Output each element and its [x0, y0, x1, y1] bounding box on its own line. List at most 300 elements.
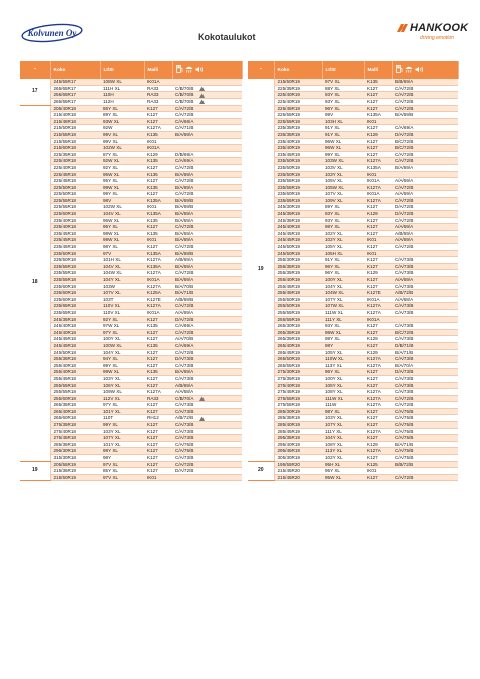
cell-pattern-text: K127 — [367, 92, 378, 98]
cell-size-text: 265/45R19 — [277, 349, 300, 355]
cell-pattern-text: IK01A — [147, 145, 160, 151]
cell-size — [50, 145, 100, 152]
cell-size-text: 255/50R19 — [277, 303, 300, 309]
table-row — [248, 303, 458, 310]
cell-pattern-text: K127 — [367, 85, 378, 91]
cell-label-text: B/A/69/B — [175, 250, 194, 256]
cell-pattern-text: K127 — [147, 428, 158, 434]
cell-pattern — [144, 217, 172, 224]
cell-label-text: A/A/68/A — [175, 389, 194, 395]
table-row — [248, 158, 458, 165]
cell-pattern — [364, 356, 392, 363]
cell-lisi-text: 110T — [103, 415, 114, 421]
cell-label — [172, 151, 242, 158]
table-row — [20, 323, 242, 330]
cell-size-text: 235/40R18 — [53, 224, 76, 230]
cell-pattern-text: K127 — [147, 356, 158, 362]
cell-label-text: C/A/75/B — [395, 422, 414, 428]
cell-pattern-text: K127 — [367, 474, 378, 480]
cell-size-text: 245/50R19 — [277, 244, 300, 250]
cell-label — [392, 164, 458, 171]
cell-lisi — [100, 230, 144, 237]
cell-pattern-text: K127A — [367, 158, 381, 164]
cell-lisi-text: 89Y XL — [103, 112, 118, 118]
column-header-label — [392, 61, 458, 79]
cell-pattern-text: K127 — [367, 204, 378, 210]
cell-label — [172, 118, 242, 125]
cell-pattern-text: K127A — [147, 125, 161, 131]
table-row — [248, 455, 458, 462]
cell-lisi — [100, 257, 144, 264]
cell-lisi-text: 96Y XL — [325, 263, 340, 269]
cell-pattern-text: K127A — [367, 303, 381, 309]
brand-name: HANKOOK — [410, 22, 469, 34]
cell-lisi-text: 107Y XL — [325, 422, 343, 428]
cell-size-text: 275/45R19 — [277, 389, 300, 395]
cell-size — [274, 217, 322, 224]
cell-lisi — [322, 158, 364, 165]
cell-pattern-text: K127 — [367, 375, 378, 381]
cell-lisi — [100, 448, 144, 455]
cell-size-text: 255/55R19 — [277, 316, 300, 322]
table-row — [20, 402, 242, 409]
cell-pattern-text: K127 — [367, 277, 378, 283]
cell-label — [172, 455, 242, 462]
cell-lisi — [100, 349, 144, 356]
cell-pattern — [144, 375, 172, 382]
column-header-label — [172, 61, 242, 79]
cell-lisi-text: 102W XL — [103, 145, 122, 151]
cell-label — [172, 395, 242, 402]
cell-lisi-text: 98W XL — [103, 237, 120, 243]
cell-pattern-text: K127 — [367, 329, 378, 335]
table-row — [248, 224, 458, 231]
cell-pattern-text: K127A — [367, 184, 381, 190]
cell-pattern — [364, 468, 392, 475]
table-row — [20, 468, 242, 475]
table-row — [20, 455, 242, 462]
brand-slogan: driving emotion — [420, 35, 454, 41]
table-row — [20, 382, 242, 389]
cell-lisi-text: 98Y XL — [325, 224, 340, 230]
table-row — [20, 316, 242, 323]
cell-label-text: C/A/73/B — [395, 283, 414, 289]
cell-lisi — [100, 468, 144, 475]
cell-lisi-text: 86Y XL — [103, 105, 118, 111]
cell-lisi-text: 110V XL — [103, 309, 121, 315]
cell-size-text: 235/35R19 — [277, 131, 300, 137]
cell-pattern-text: K127 — [367, 382, 378, 388]
cell-lisi — [322, 112, 364, 119]
cell-lisi — [100, 422, 144, 429]
cell-size — [274, 237, 322, 244]
cell-lisi-text: 99W XL — [103, 184, 120, 190]
cell-size-text: 195/55R20 — [277, 461, 300, 467]
cell-size-text: 275/30R19 — [277, 369, 300, 375]
page-title: Kokotaulukot — [198, 32, 256, 42]
table-row — [248, 435, 458, 442]
cell-lisi — [100, 237, 144, 244]
cell-pattern-text: K127 — [147, 455, 158, 461]
cell-size-text: 225/40R19 — [277, 98, 300, 104]
cell-pattern-text: K127 — [147, 112, 158, 118]
cell-label-text: C/A/73/B — [395, 323, 414, 329]
cell-pattern — [364, 257, 392, 264]
cell-size — [50, 244, 100, 251]
cell-pattern — [364, 270, 392, 277]
cell-size-text: 235/65R19 — [277, 197, 300, 203]
cell-label — [392, 448, 458, 455]
cell-lisi — [100, 217, 144, 224]
cell-size-text: 245/50R18 — [53, 349, 76, 355]
cell-lisi-text: 97Y XL — [103, 402, 118, 408]
cell-label — [392, 244, 458, 251]
cell-pattern — [144, 164, 172, 171]
cell-lisi-text: 97W XL — [103, 323, 120, 329]
cell-pattern-text: K127A — [147, 303, 161, 309]
cell-pattern-text: K125A — [147, 290, 161, 296]
table-row — [20, 138, 242, 145]
cell-size-text: 235/60R18 — [53, 283, 76, 289]
cell-lisi — [322, 428, 364, 435]
table-row — [248, 244, 458, 251]
cell-lisi — [100, 85, 144, 92]
cell-lisi-text: 98Y XL — [103, 244, 118, 250]
cell-size — [274, 362, 322, 369]
cell-pattern — [364, 382, 392, 389]
cell-size — [50, 92, 100, 99]
cell-pattern-text: K127 — [147, 336, 158, 342]
cell-pattern-text: K127E — [147, 296, 161, 302]
cell-lisi — [100, 112, 144, 119]
cell-lisi — [322, 164, 364, 171]
cell-label-text: C/A/75/B — [395, 415, 414, 421]
table-row — [20, 105, 242, 112]
cell-pattern — [144, 468, 172, 475]
cell-lisi-text: 100W XL — [103, 342, 122, 348]
cell-label-text: C/A/73/B — [175, 375, 194, 381]
table-row — [248, 309, 458, 316]
cell-pattern — [144, 224, 172, 231]
cell-lisi — [322, 395, 364, 402]
cell-lisi-text: 103Y XL — [103, 428, 121, 434]
cell-label-text: B/A/69/A — [395, 164, 414, 170]
cell-label-text: C/A/75/B — [395, 435, 414, 441]
cell-size — [274, 474, 322, 481]
cell-label — [172, 309, 242, 316]
cell-lisi — [100, 408, 144, 415]
table-header-row — [20, 61, 242, 79]
cell-size-text: 225/40R18 — [53, 164, 76, 170]
table-row — [248, 263, 458, 270]
cell-size — [50, 125, 100, 132]
cell-size — [50, 309, 100, 316]
cell-label — [172, 145, 242, 152]
cell-lisi — [322, 151, 364, 158]
cell-size — [50, 316, 100, 323]
cell-lisi — [322, 178, 364, 185]
cell-pattern-text: K127A — [367, 197, 381, 203]
cell-size-text: 225/35R18 — [53, 151, 76, 157]
cell-pattern — [144, 402, 172, 409]
cell-lisi — [100, 316, 144, 323]
table-row — [248, 296, 458, 303]
cell-pattern-text: K135 — [147, 369, 158, 375]
cell-pattern — [364, 395, 392, 402]
cell-lisi-text: 95Y XL — [103, 224, 118, 230]
cell-size-text: 275/35R18 — [53, 422, 76, 428]
cell-label-text: C/A/69/A — [395, 125, 414, 131]
noise-icon — [195, 66, 204, 73]
cell-size-text: 255/45R19 — [277, 283, 300, 289]
cell-size — [274, 323, 322, 330]
cell-lisi-text: 97V XL — [325, 79, 341, 85]
wet-grip-icon — [185, 65, 193, 73]
cell-lisi-text: 112H — [103, 98, 114, 104]
cell-lisi — [322, 98, 364, 105]
cell-label — [392, 474, 458, 481]
table-row — [248, 342, 458, 349]
cell-size-text: 235/55R18 — [53, 263, 76, 269]
cell-pattern-text: K127 — [367, 230, 378, 236]
cell-pattern-text: K127 — [367, 263, 378, 269]
cell-size — [274, 211, 322, 218]
cell-label — [172, 244, 242, 251]
snowflake-mountain-icon — [199, 396, 205, 401]
cell-label — [392, 270, 458, 277]
cell-label — [392, 151, 458, 158]
cell-lisi-text: 112V XL — [103, 395, 121, 401]
table-row — [20, 461, 242, 468]
cell-lisi-text: 104Y XL — [103, 349, 121, 355]
cell-label — [172, 92, 242, 99]
cell-label — [392, 369, 458, 376]
cell-label — [172, 375, 242, 382]
cell-size-text: 235/45R18 — [53, 244, 76, 250]
table-row — [248, 211, 458, 218]
cell-label-text: A/A/69/A — [395, 191, 414, 197]
table-row — [20, 329, 242, 336]
cell-pattern — [364, 151, 392, 158]
cell-pattern — [144, 408, 172, 415]
cell-size — [274, 85, 322, 92]
column-header-pattern: Malli — [364, 61, 392, 79]
cell-lisi-text: 93W XL — [103, 118, 120, 124]
cell-label — [392, 158, 458, 165]
table-row — [248, 408, 458, 415]
cell-label — [172, 125, 242, 132]
cell-size-text: 245/40R18 — [53, 323, 76, 329]
cell-lisi-text: 93Y XL — [325, 92, 340, 98]
cell-pattern-text: K127 — [147, 191, 158, 197]
cell-size-text: 235/50R19 — [277, 158, 300, 164]
cell-pattern — [364, 112, 392, 119]
cell-pattern — [364, 336, 392, 343]
cell-lisi — [100, 296, 144, 303]
table-row — [20, 270, 242, 277]
cell-size-text: 255/35R19 — [277, 263, 300, 269]
cell-label — [392, 184, 458, 191]
cell-size-text: 275/45R18 — [53, 435, 76, 441]
cell-lisi-text: 105Y XL — [325, 349, 343, 355]
cell-pattern — [364, 171, 392, 178]
cell-lisi — [322, 323, 364, 330]
cell-lisi — [322, 237, 364, 244]
cell-lisi — [322, 250, 364, 257]
cell-lisi-text: 103Y XL — [325, 171, 343, 177]
cell-pattern-text: K127E — [367, 290, 381, 296]
cell-label — [172, 98, 242, 105]
cell-label — [172, 211, 242, 218]
cell-lisi-text: 103Y XL — [325, 415, 343, 421]
cell-size-text: 215/50R19 — [53, 474, 76, 480]
cell-size — [50, 118, 100, 125]
cell-pattern-text: K127 — [367, 98, 378, 104]
hankook-logo-icon — [396, 22, 409, 34]
cell-label-text: C/A/73/B — [175, 428, 194, 434]
cell-label — [392, 415, 458, 422]
table-row — [248, 118, 458, 125]
cell-size — [274, 270, 322, 277]
cell-label — [172, 323, 242, 330]
table-row — [248, 178, 458, 185]
cell-label — [172, 257, 242, 264]
cell-pattern — [144, 323, 172, 330]
cell-size-text: 265/30R19 — [277, 323, 300, 329]
cell-size-text: 215/45R18 — [53, 118, 76, 124]
table-row — [248, 184, 458, 191]
cell-pattern-text: IK01 — [147, 204, 157, 210]
table-row — [248, 125, 458, 132]
cell-size — [50, 474, 100, 481]
table-row — [20, 296, 242, 303]
cell-lisi-text: 111W XL — [325, 395, 344, 401]
cell-size — [274, 131, 322, 138]
cell-label — [172, 105, 242, 112]
cell-size-text: 265/35R19 — [277, 336, 300, 342]
cell-label — [172, 191, 242, 198]
cell-pattern — [144, 448, 172, 455]
cell-lisi — [322, 455, 364, 462]
cell-pattern — [144, 461, 172, 468]
cell-lisi-text: 97V — [103, 250, 112, 256]
column-header-pattern: Malli — [144, 61, 172, 79]
cell-size — [50, 362, 100, 369]
cell-label — [392, 283, 458, 290]
cell-size-text: 245/45R19 — [277, 237, 300, 243]
cell-label-text: B/A/69/A — [175, 184, 194, 190]
table-row — [20, 448, 242, 455]
cell-size — [50, 178, 100, 185]
table-row — [20, 85, 242, 92]
cell-size — [50, 257, 100, 264]
cell-lisi-text: 105Y XL — [325, 244, 343, 250]
cell-label-text: C/A/73/B — [395, 356, 414, 362]
cell-pattern-text: K127 — [367, 244, 378, 250]
cell-lisi-text: 98W XL — [103, 230, 120, 236]
column-header-lisi: LI/SI — [100, 61, 144, 79]
cell-pattern — [364, 369, 392, 376]
table-row — [20, 441, 242, 448]
cell-lisi — [100, 184, 144, 191]
table-row — [20, 98, 242, 105]
cell-label-text: B/A/69/A — [175, 237, 194, 243]
cell-pattern-text: K127 — [367, 145, 378, 151]
table-row — [20, 336, 242, 343]
table-row — [248, 131, 458, 138]
cell-size-text: 245/55R17 — [53, 79, 76, 85]
cell-lisi-text: 113Y XL — [325, 448, 343, 454]
cell-lisi-text: 98Y XL — [325, 336, 340, 342]
cell-lisi-text: 102Y XL — [325, 455, 343, 461]
cell-pattern — [144, 395, 172, 402]
cell-label — [172, 85, 242, 92]
cell-lisi-text: 104Y XL — [325, 435, 343, 441]
cell-lisi-text: 87Y XL — [103, 151, 118, 157]
cell-size-text: 235/60R18 — [53, 290, 76, 296]
cell-lisi — [322, 290, 364, 297]
cell-pattern — [364, 461, 392, 468]
cell-label — [392, 131, 458, 138]
cell-size — [50, 402, 100, 409]
cell-size — [50, 204, 100, 211]
cell-lisi-text: 104V XL — [103, 263, 121, 269]
cell-label — [392, 263, 458, 270]
cell-label-text: A/B/69/A — [175, 257, 194, 263]
cell-label-text: A/A/69/A — [395, 277, 414, 283]
cell-lisi-text: 85Y XL — [103, 468, 118, 474]
cell-lisi-text: 99W XL — [103, 369, 120, 375]
cell-lisi — [100, 105, 144, 112]
cell-label-text: B/A/69/A — [175, 230, 194, 236]
cell-pattern-text: IK01 — [147, 237, 157, 243]
cell-size-text: 225/55R19 — [277, 118, 300, 124]
cell-size — [274, 257, 322, 264]
cell-pattern-text: K127A — [147, 283, 161, 289]
cell-lisi-text: 96Y XL — [325, 270, 340, 276]
cell-size-text: 255/30R19 — [277, 257, 300, 263]
cell-pattern-text: IK01 — [367, 118, 377, 124]
table-row — [20, 125, 242, 132]
cell-label — [172, 303, 242, 310]
cell-pattern — [144, 356, 172, 363]
cell-size-text: 255/45R19 — [277, 290, 300, 296]
cell-lisi-text: 113Y XL — [325, 362, 343, 368]
cell-label-text: B/A/69/A — [175, 263, 194, 269]
cell-size-text: 225/45R18 — [53, 171, 76, 177]
cell-pattern — [364, 323, 392, 330]
cell-lisi — [100, 224, 144, 231]
cell-size — [50, 375, 100, 382]
table-row — [248, 369, 458, 376]
cell-lisi-text: 110V XL — [103, 303, 121, 309]
cell-size-text: 215/50R18 — [53, 125, 76, 131]
cell-pattern — [144, 362, 172, 369]
cell-lisi — [322, 257, 364, 264]
cell-pattern — [144, 435, 172, 442]
cell-size — [274, 415, 322, 422]
cell-lisi — [322, 369, 364, 376]
cell-lisi — [322, 408, 364, 415]
cell-size-text: 265/55R19 — [277, 362, 300, 368]
table-row — [20, 435, 242, 442]
cell-size — [50, 395, 100, 402]
cell-label-text: C/A/72/B — [395, 395, 414, 401]
cell-pattern-text: K127 — [147, 178, 158, 184]
cell-label-text: C/A/72/B — [175, 461, 194, 467]
cell-label-text: A/B/69/B — [175, 296, 194, 302]
cell-size — [50, 415, 100, 422]
